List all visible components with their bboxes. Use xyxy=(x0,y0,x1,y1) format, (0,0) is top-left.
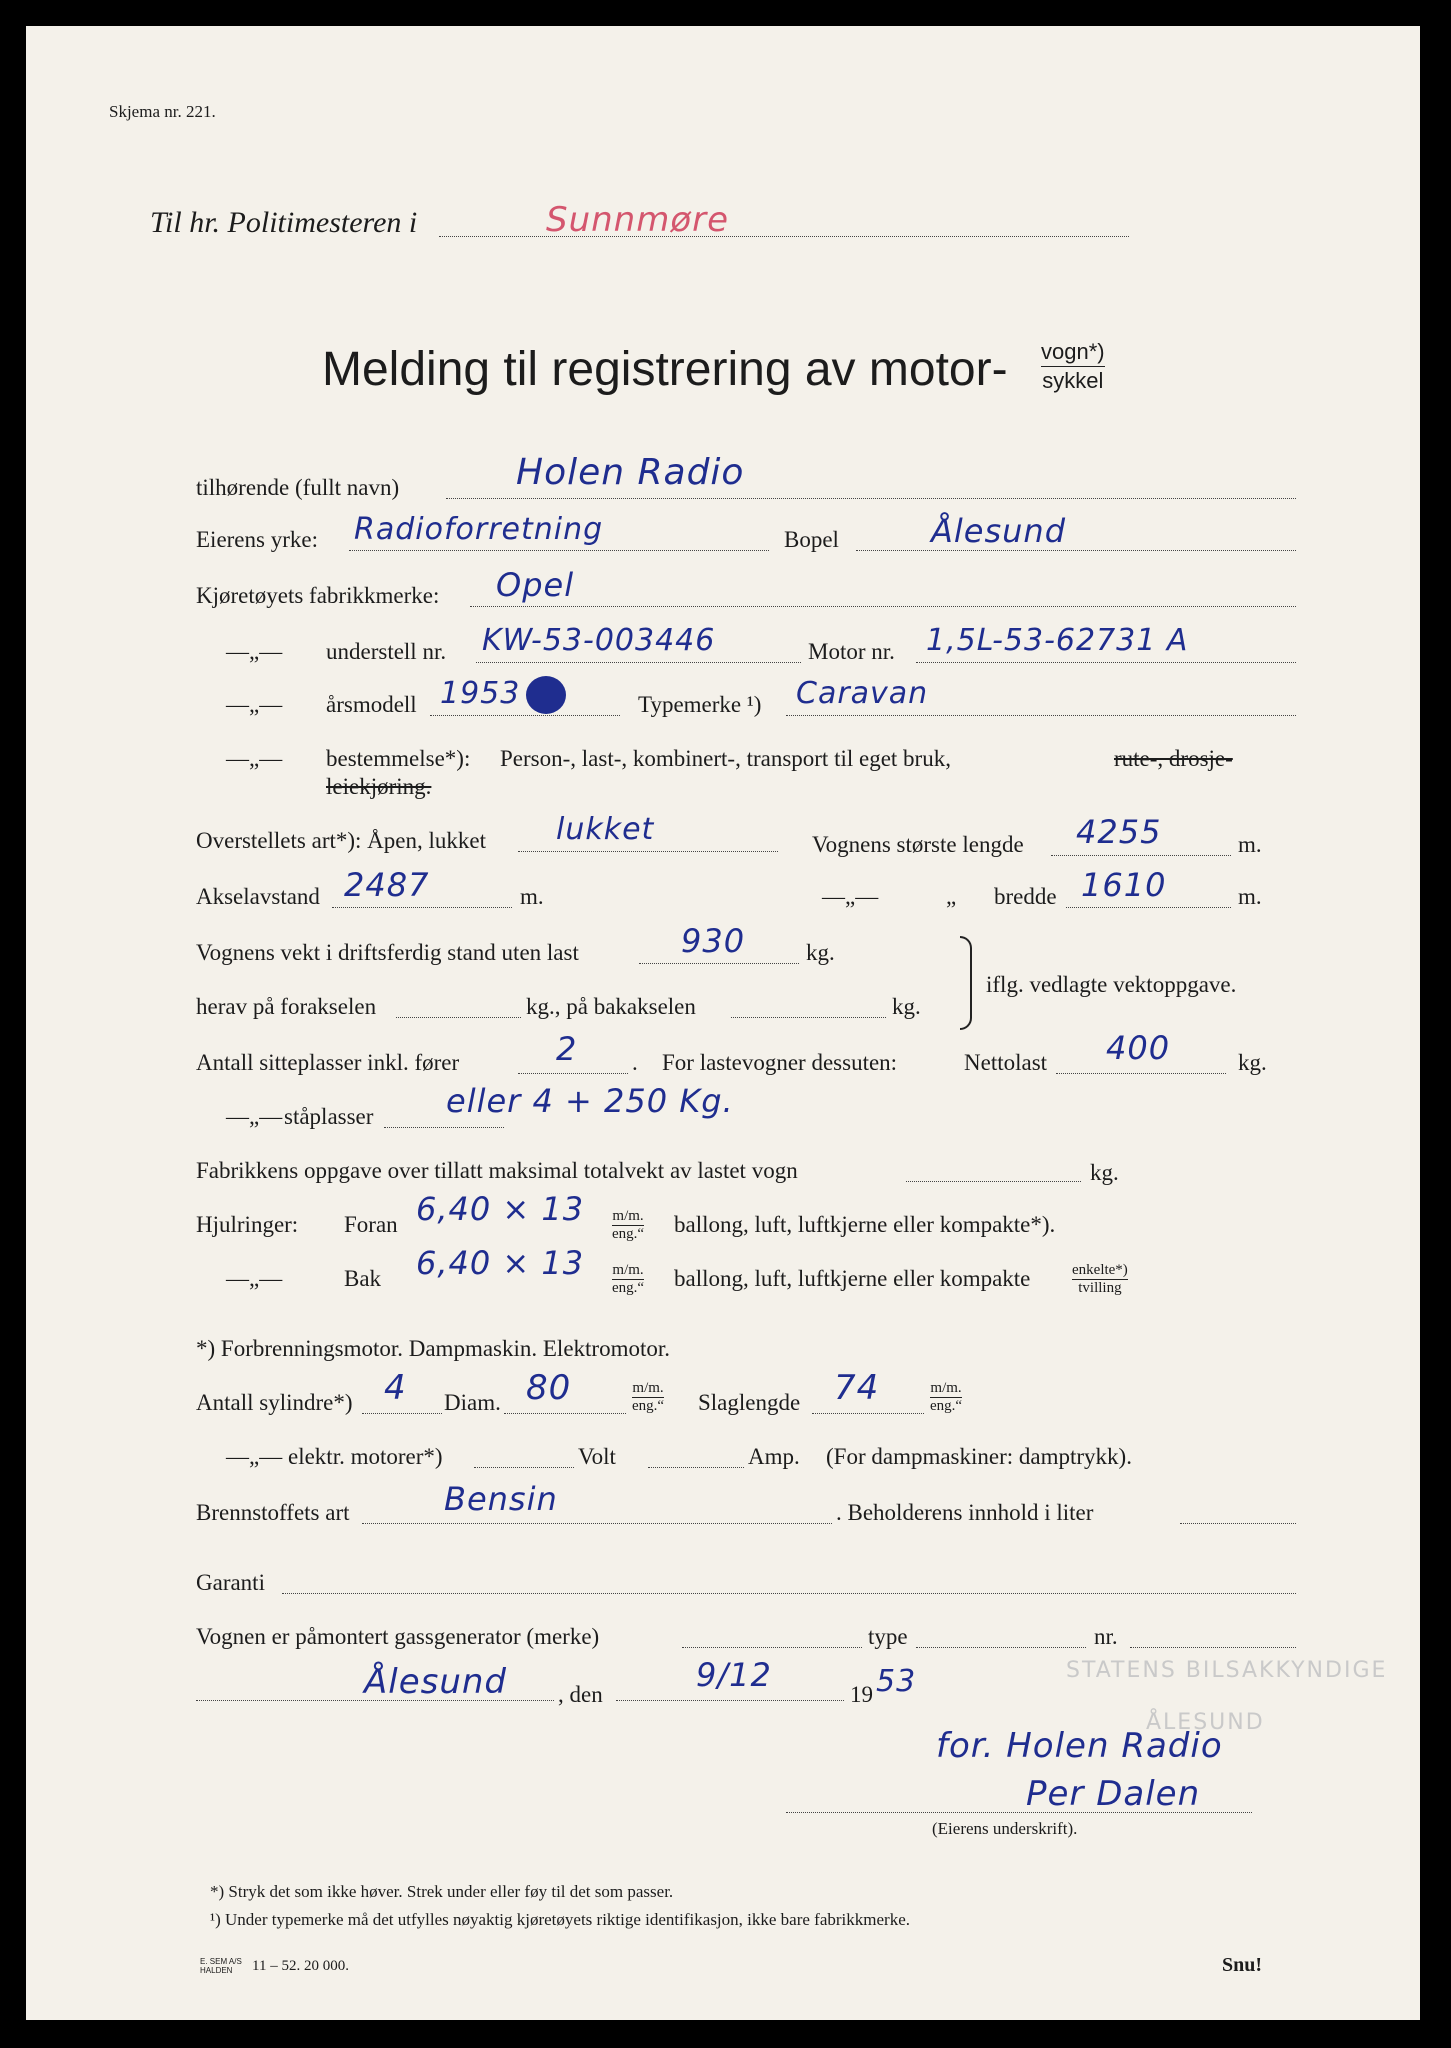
stroke-unit xyxy=(930,1380,962,1415)
type-value[interactable]: Caravan xyxy=(796,676,929,711)
chassis-ditto: —„— xyxy=(226,639,283,664)
body-type-line xyxy=(518,851,778,852)
occupation-line xyxy=(349,550,769,551)
length-value[interactable]: 4255 xyxy=(1076,813,1162,851)
seats-dot: . xyxy=(632,1050,638,1075)
chassis-value[interactable]: KW-53-003446 xyxy=(482,623,716,658)
stamp-line-1: STATENS BILSAKKYNDIGE xyxy=(1066,1658,1388,1683)
residence-value[interactable]: Ålesund xyxy=(931,512,1067,550)
purpose-ditto: —„— xyxy=(226,746,283,771)
year-ditto: —„— xyxy=(226,692,283,717)
stamp-line-2: ÅLESUND xyxy=(1146,1710,1265,1735)
date-line xyxy=(616,1700,844,1701)
diam-unit xyxy=(632,1380,664,1415)
tires-rear-value[interactable]: 6,40 × 13 xyxy=(416,1244,585,1282)
rear-axle-line xyxy=(731,1017,886,1018)
standing-value[interactable]: eller 4 + 250 Kg. xyxy=(446,1082,734,1120)
width-ditto-mark: „ xyxy=(946,884,957,909)
signature-line-2[interactable]: Per Dalen xyxy=(1026,1774,1201,1814)
tires-front-label: Foran xyxy=(344,1212,398,1237)
form-title: Melding til registrering av motor- xyxy=(322,343,1008,396)
tires-rear-ditto: —„— xyxy=(226,1266,283,1291)
amp-label: Amp. xyxy=(748,1444,800,1469)
weight-label: Vognens vekt i driftsferdig stand uten last xyxy=(196,940,579,965)
ink-blot xyxy=(526,676,566,714)
stroke-label: Slaglengde xyxy=(698,1390,801,1415)
electric-label: elektr. motorer*) xyxy=(288,1444,443,1469)
addressee-label: Til hr. Politimesteren i xyxy=(150,206,418,239)
cylinders-value[interactable]: 4 xyxy=(384,1368,407,1408)
max-weight-line xyxy=(906,1181,1081,1182)
motor-line xyxy=(916,662,1296,663)
front-axle-line xyxy=(396,1017,521,1018)
tires-front-value[interactable]: 6,40 × 13 xyxy=(416,1190,585,1228)
stroke-line xyxy=(812,1413,924,1414)
gas-type-label: type xyxy=(868,1624,908,1649)
gas-generator-line xyxy=(682,1647,862,1648)
length-line xyxy=(1051,855,1231,856)
signature-line-1[interactable]: for. Holen Radio xyxy=(936,1726,1223,1766)
year-prefix: 19 xyxy=(850,1682,873,1707)
diam-unit-mm: m/m. xyxy=(632,1380,664,1396)
standing-line xyxy=(384,1127,504,1128)
title-vehicle-option xyxy=(1041,338,1105,395)
make-line xyxy=(470,606,1296,607)
diam-line xyxy=(504,1413,626,1414)
tires-label: Hjulringer: xyxy=(196,1212,299,1237)
volt-label: Volt xyxy=(578,1444,616,1469)
chassis-label: understell nr. xyxy=(326,639,447,664)
width-unit: m. xyxy=(1238,884,1262,909)
guarantee-line xyxy=(282,1593,1296,1594)
gas-nr-label: nr. xyxy=(1094,1624,1118,1649)
year-line xyxy=(430,715,620,716)
truck-label: For lastevogner dessuten: xyxy=(662,1050,898,1075)
front-axle-label: herav på forakselen xyxy=(196,994,377,1019)
length-unit: m. xyxy=(1238,832,1262,857)
rear-axle-label: kg., på bakakselen xyxy=(526,994,696,1019)
weight-unit: kg. xyxy=(806,940,835,965)
fuel-line xyxy=(362,1523,832,1524)
weight-note: iflg. vedlagte vektoppgave. xyxy=(986,972,1237,997)
place-value[interactable]: Ålesund xyxy=(364,1662,508,1702)
occupation-value[interactable]: Radioforretning xyxy=(354,512,604,547)
tank-label: . Beholderens innhold i liter xyxy=(836,1500,1094,1525)
standing-ditto: —„— xyxy=(226,1104,283,1129)
year-suffix[interactable]: 53 xyxy=(876,1664,917,1699)
title-option-motorcycle: sykkel xyxy=(1042,368,1104,393)
date-value[interactable]: 9/12 xyxy=(696,1656,772,1694)
net-load-unit: kg. xyxy=(1238,1050,1267,1075)
purpose-struck-hire: leiekjøring. xyxy=(326,774,432,799)
registration-form-sheet xyxy=(26,26,1420,2020)
electric-ditto: —„— xyxy=(226,1444,283,1469)
wheelbase-label: Akselavstand xyxy=(196,884,320,909)
form-number: Skjema nr. 221. xyxy=(109,102,216,121)
tires-rear-options: ballong, luft, luftkjerne eller kompakte xyxy=(674,1266,1031,1291)
body-type-label: Overstellets art*): Åpen, lukket xyxy=(196,828,486,853)
net-load-line xyxy=(1056,1073,1226,1074)
weight-value[interactable]: 930 xyxy=(681,922,746,960)
wheelbase-value[interactable]: 2487 xyxy=(344,866,430,904)
type-line xyxy=(786,715,1296,716)
cylinders-line xyxy=(362,1413,442,1414)
width-value[interactable]: 1610 xyxy=(1081,866,1167,904)
fuel-value[interactable]: Bensin xyxy=(444,1480,558,1518)
tires-twin: tvilling xyxy=(1078,1280,1122,1296)
rear-axle-unit: kg. xyxy=(892,994,921,1019)
tires-rear-unit-mm: m/m. xyxy=(612,1262,644,1278)
net-load-value[interactable]: 400 xyxy=(1106,1029,1171,1067)
year-label: årsmodell xyxy=(326,692,417,717)
tires-rear-unit-eng: eng.“ xyxy=(612,1280,645,1296)
tires-front-unit-mm: m/m. xyxy=(612,1208,644,1224)
tires-single: enkelte*) xyxy=(1072,1262,1128,1278)
width-ditto: —„— xyxy=(822,884,879,909)
tires-front-unit-eng: eng.“ xyxy=(612,1226,645,1242)
electric-line xyxy=(474,1467,574,1468)
wheelbase-line xyxy=(332,907,512,908)
width-label: bredde xyxy=(994,884,1057,909)
diam-unit-eng: eng.“ xyxy=(632,1398,665,1414)
date-prefix: , den xyxy=(558,1682,603,1707)
owner-name-line xyxy=(446,498,1296,499)
addressee-value[interactable]: Sunnmøre xyxy=(546,200,730,240)
tires-front-options: ballong, luft, luftkjerne eller kompakte*). xyxy=(674,1212,1056,1237)
stroke-unit-eng: eng.“ xyxy=(930,1398,963,1414)
owner-name-label: tilhørende (fullt navn) xyxy=(196,475,400,500)
tires-mount-option xyxy=(1072,1262,1128,1297)
year-value[interactable]: 1953 xyxy=(440,676,521,711)
fuel-label: Brennstoffets art xyxy=(196,1500,350,1525)
owner-name-value[interactable]: Holen Radio xyxy=(516,452,745,493)
length-label: Vognens største lengde xyxy=(812,832,1024,857)
motor-value[interactable]: 1,5L-53-62731 A xyxy=(926,623,1189,658)
cylinders-label: Antall sylindre*) xyxy=(196,1390,353,1415)
chassis-line xyxy=(476,662,801,663)
signature-caption: (Eierens underskrift). xyxy=(932,1819,1078,1838)
net-load-label: Nettolast xyxy=(964,1050,1048,1075)
wheelbase-unit: m. xyxy=(520,884,544,909)
width-line xyxy=(1066,907,1231,908)
engine-types: *) Forbrenningsmotor. Dampmaskin. Elektromotor. xyxy=(196,1336,671,1361)
purpose-label: bestemmelse*): xyxy=(326,746,471,771)
tires-front-unit xyxy=(612,1208,644,1243)
occupation-label: Eierens yrke: xyxy=(196,527,318,552)
print-code: 11 – 52. 20 000. xyxy=(252,1958,349,1974)
purpose-struck-options: rute-, drosje- xyxy=(1114,746,1233,771)
seats-label: Antall sitteplasser inkl. fører xyxy=(196,1050,460,1075)
stroke-unit-mm: m/m. xyxy=(930,1380,962,1396)
steam-note: (For dampmaskiner: damptrykk). xyxy=(826,1444,1132,1469)
footnote-asterisk: *) Stryk det som ikke høver. Strek under eller føy til det som passer. xyxy=(210,1882,674,1901)
body-type-value[interactable]: lukket xyxy=(556,812,655,847)
make-label: Kjøretøyets fabrikkmerke: xyxy=(196,583,440,608)
printer-city: HALDEN xyxy=(200,1966,233,1975)
turn-over-note: Snu! xyxy=(1222,1954,1263,1976)
max-weight-label: Fabrikkens oppgave over tillatt maksimal totalvekt av lastet vogn xyxy=(196,1158,798,1183)
type-label: Typemerke ¹) xyxy=(638,692,762,717)
residence-line xyxy=(856,550,1296,551)
weight-line xyxy=(639,963,799,964)
diam-value[interactable]: 80 xyxy=(526,1368,572,1408)
weight-brace xyxy=(960,936,972,1030)
max-weight-unit: kg. xyxy=(1090,1160,1119,1185)
printer-name: E. SEM A/S xyxy=(200,1957,242,1966)
tank-line xyxy=(1180,1523,1296,1524)
diam-label: Diam. xyxy=(444,1390,501,1415)
residence-label: Bopel xyxy=(784,527,839,552)
guarantee-label: Garanti xyxy=(196,1570,265,1595)
seats-value[interactable]: 2 xyxy=(556,1030,578,1068)
gas-type-line xyxy=(916,1647,1086,1648)
addressee-line xyxy=(439,236,1129,237)
purpose-options: Person-, last-, kombinert-, transport til eget bruk, xyxy=(500,746,951,771)
tires-rear-unit xyxy=(612,1262,644,1297)
footnote-type: ¹) Under typemerke må det utfylles nøyaktig kjøretøyets riktige identifikasjon, ikke bare fabrikkmerke. xyxy=(210,1910,910,1929)
stroke-value[interactable]: 74 xyxy=(834,1368,880,1408)
make-value[interactable]: Opel xyxy=(496,566,575,604)
title-option-car: vogn*) xyxy=(1041,338,1105,367)
printer-mark xyxy=(200,1957,242,1975)
gas-generator-label: Vognen er påmontert gassgenerator (merke) xyxy=(196,1624,600,1649)
volt-line xyxy=(648,1467,744,1468)
gas-nr-line xyxy=(1130,1647,1296,1648)
tires-rear-label: Bak xyxy=(344,1266,382,1291)
seats-line xyxy=(518,1073,628,1074)
standing-label: ståplasser xyxy=(284,1104,374,1129)
motor-label: Motor nr. xyxy=(808,639,895,664)
